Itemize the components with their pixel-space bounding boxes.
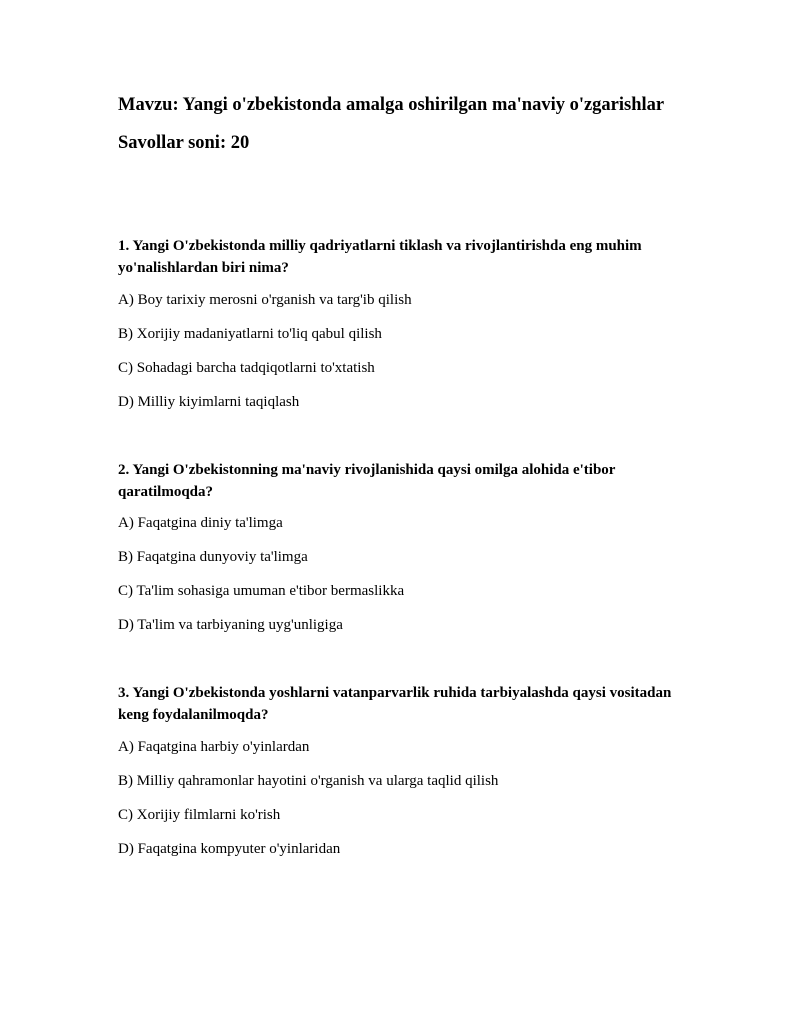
- question-2-option-b: B) Faqatgina dunyoviy ta'limga: [118, 549, 308, 565]
- question-1-option-b: B) Xorijiy madaniyatlarni to'liq qabul qilish: [118, 326, 382, 342]
- question-2-option-a: A) Faqatgina diniy ta'limga: [118, 515, 283, 531]
- question-1-option-a: A) Boy tarixiy merosni o'rganish va targ'ib qilish: [118, 292, 412, 308]
- question-2-option-d: D) Ta'lim va tarbiyaning uyg'unligiga: [118, 617, 343, 633]
- question-1-option-d: D) Milliy kiyimlarni taqiqlash: [118, 394, 300, 410]
- question-3-text: 3. Yangi O'zbekistonda yoshlarni vatanparvarlik ruhida tarbiyalashda qaysi vositadan keng foydalanilmoqda?: [118, 685, 672, 723]
- question-3-option-b: B) Milliy qahramonlar hayotini o'rganish va ularga taqlid qilish: [118, 773, 499, 789]
- question-3-option-c: C) Xorijiy filmlarni ko'rish: [118, 807, 281, 823]
- question-2-text: 2. Yangi O'zbekistonning ma'naviy rivojlanishida qaysi omilga alohida e'tibor qaratilmoqda?: [118, 462, 616, 500]
- question-1-text: 1. Yangi O'zbekistonda milliy qadriyatlarni tiklash va rivojlantirishda eng muhim yo'nalishlardan biri nima?: [118, 238, 642, 276]
- question-count-heading: Savollar soni: 20: [118, 133, 250, 153]
- question-2-option-c: C) Ta'lim sohasiga umuman e'tibor bermaslikka: [118, 583, 405, 599]
- question-3-option-a: A) Faqatgina harbiy o'yinlardan: [118, 739, 310, 755]
- topic-heading: Mavzu: Yangi o'zbekistonda amalga oshirilgan ma'naviy o'zgarishlar: [118, 95, 665, 115]
- question-1-option-c: C) Sohadagi barcha tadqiqotlarni to'xtatish: [118, 360, 375, 376]
- question-3-option-d: D) Faqatgina kompyuter o'yinlaridan: [118, 841, 341, 857]
